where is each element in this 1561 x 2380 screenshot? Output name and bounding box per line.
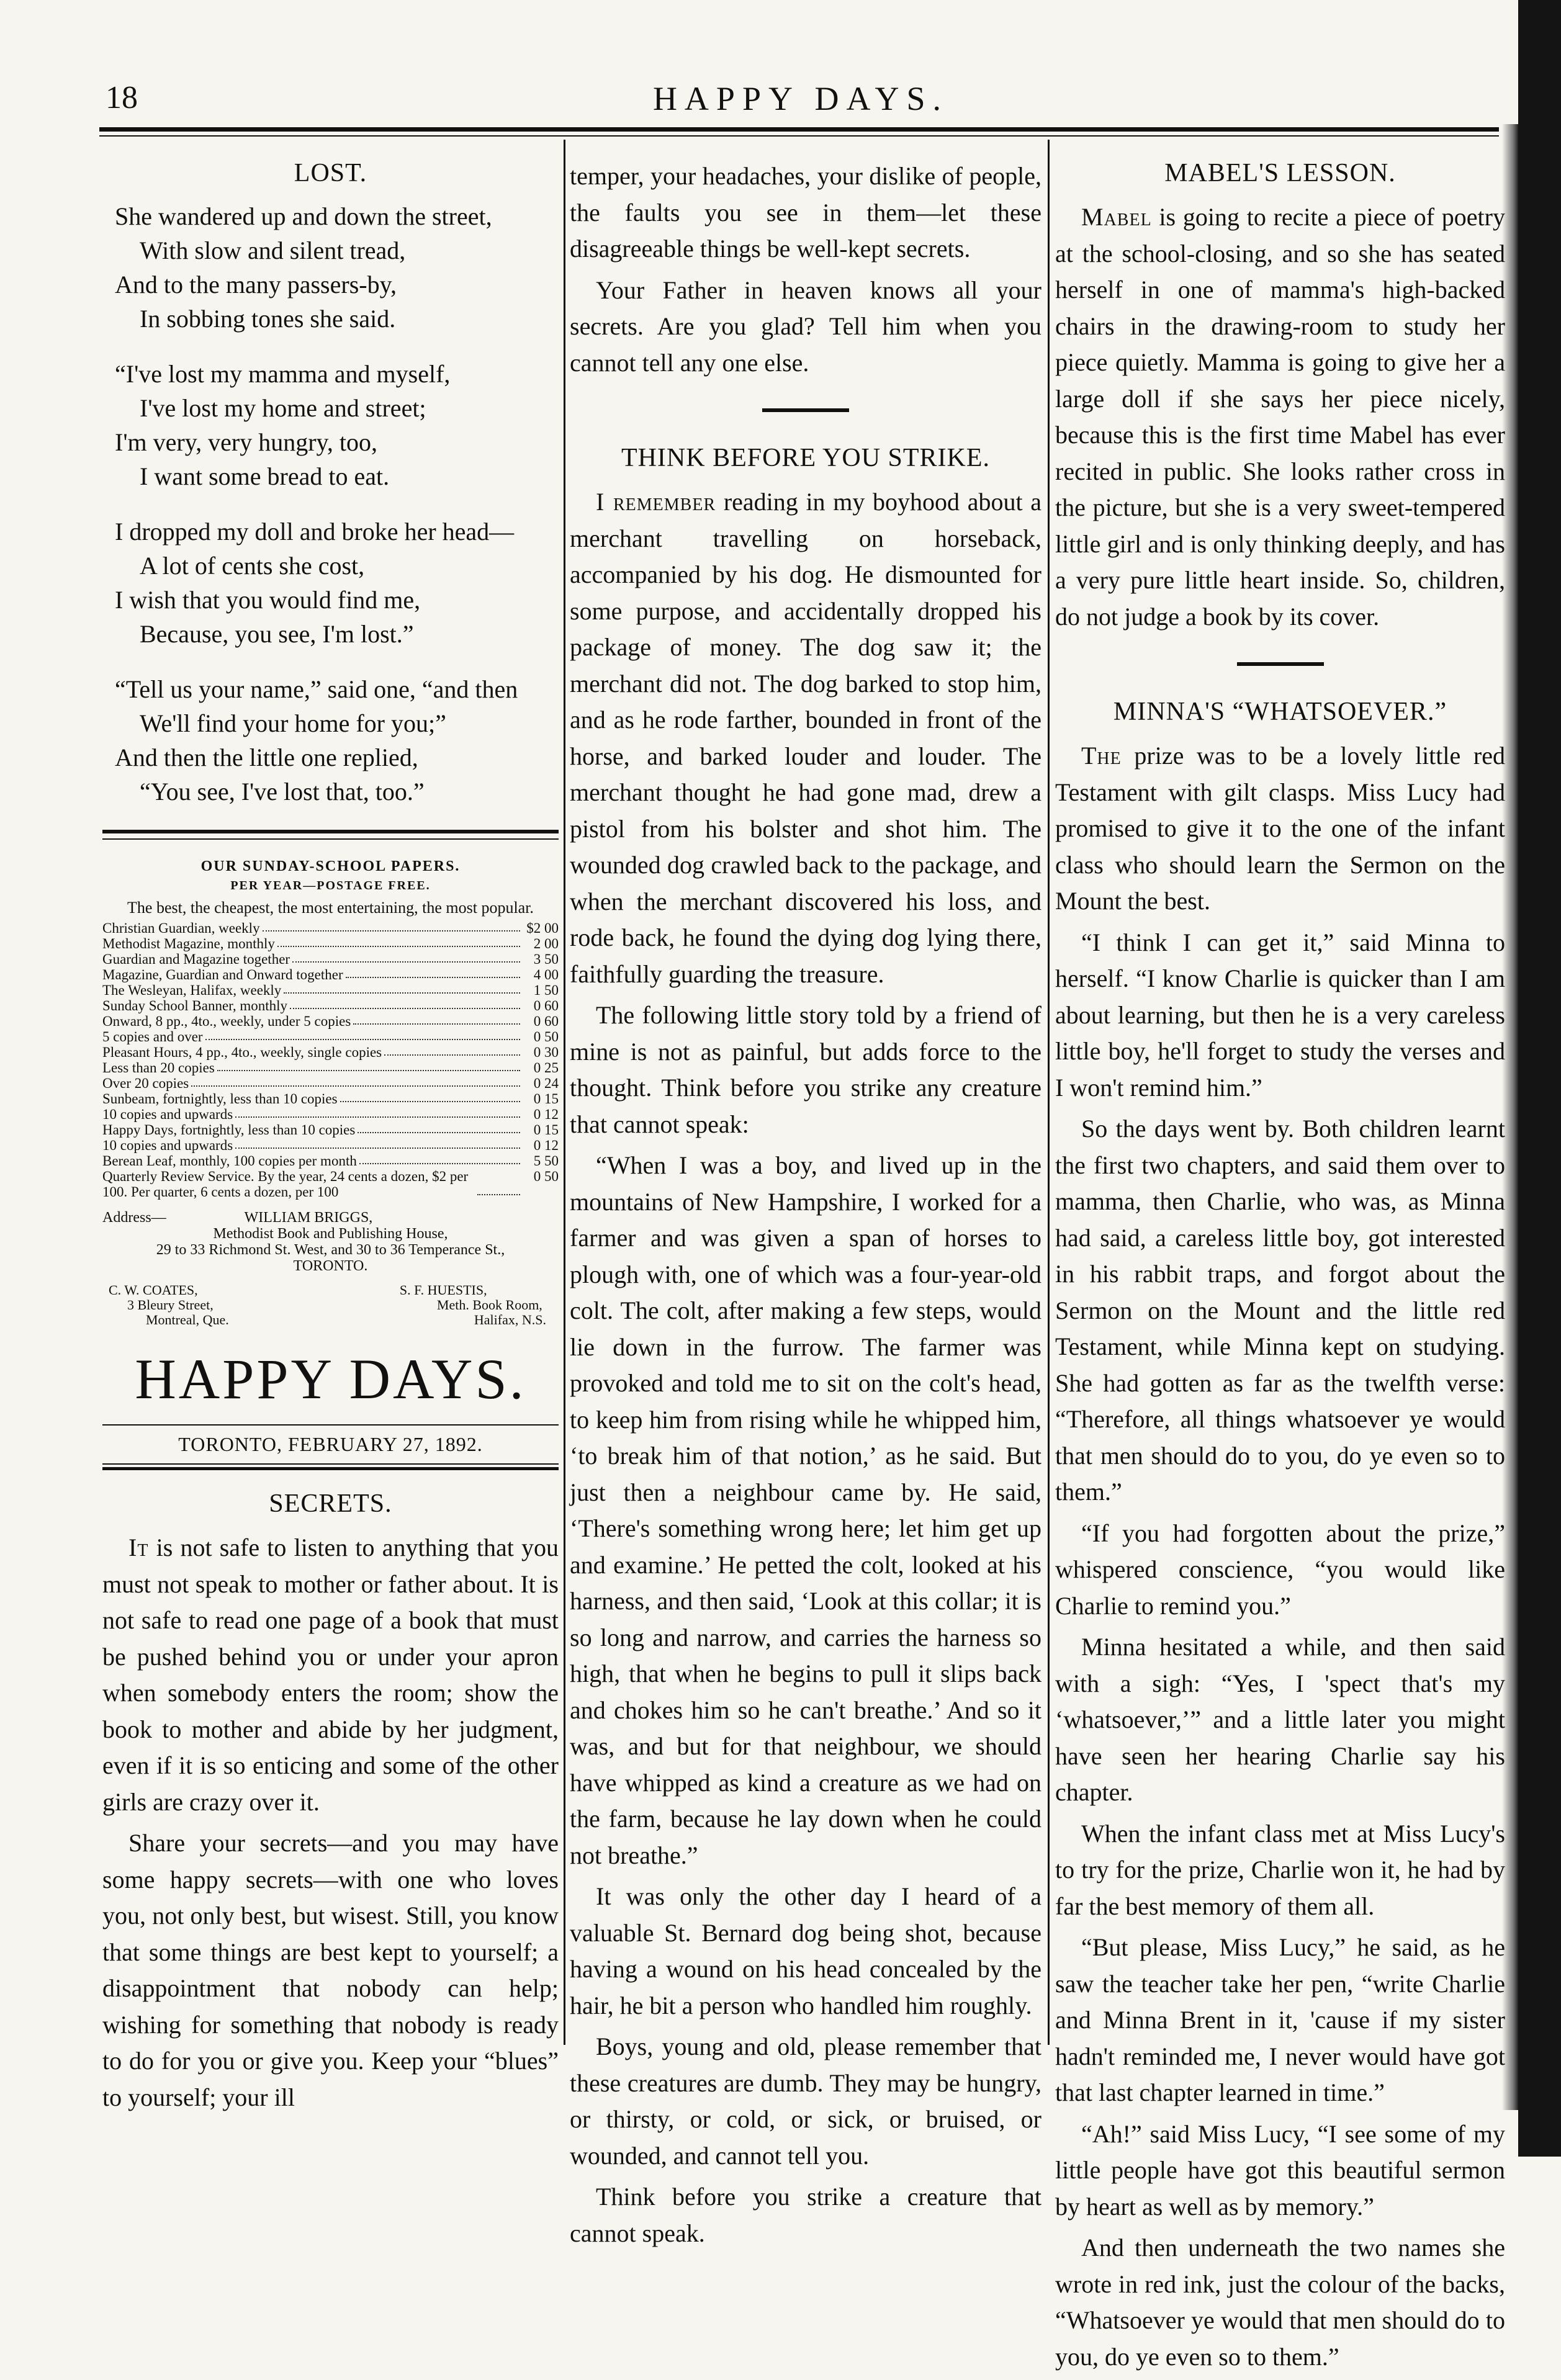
price-row [102, 1153, 559, 1169]
poem-line: And then the little one replied, [115, 743, 418, 771]
leader-dots [384, 1044, 520, 1056]
paragraph: And then underneath the two names she wrote in red ink, just the colour of the backs, “Whatsoever ye would that men should do to you, do ye even so to them.” [1055, 2234, 1505, 2371]
poem-line: “I've lost my mamma and myself, [115, 360, 451, 388]
poem-line: I've lost my home and street; [140, 394, 426, 422]
leader-dots [340, 1091, 520, 1102]
paragraph: So the days went by. Both children learnt the first two chapters, and said them over to mamma, then Charlie, who was, as Minna had said, a careless little boy, got interested in his rabbit traps, and forgot about the Sermon on the Mount and the little red Testament, while Minna kept on studying. She had gotten as far as the twelfth verse: “Therefore, all things whatsoever ye would that men should do to you, do ye even so to them.” [1055, 1115, 1505, 1506]
price-row [102, 1169, 559, 1200]
paragraph: “But please, Miss Lucy,” he said, as he saw the teacher take her pen, “write Charlie and Minna Brent in it, 'cause if my sister hadn't reminded me, I never would have got that last chapter learned in time.” [1055, 1933, 1505, 2106]
price-row [102, 1138, 559, 1153]
leader-dots [277, 936, 520, 947]
price-item-name: Happy Days, fortnightly, less than 10 copies [102, 1122, 356, 1138]
paragraph-text: is not safe to listen to anything that you must not speak to mother or father about. It is not safe to read one page of a book that must be pushed behind you or under your apron when somebody enters the room; show the book to mother and abide by her judgment, even if it is so enticing and some of the other girls are crazy over it. [102, 1534, 559, 1816]
masthead-rule [102, 1424, 559, 1426]
poem-title: LOST. [294, 159, 367, 187]
price-item-name: Berean Leaf, monthly, 100 copies per month [102, 1153, 357, 1169]
price-row [102, 1029, 559, 1044]
price-value: 0 50 [533, 1029, 559, 1044]
drop-lead: Mabel [1081, 203, 1152, 231]
price-value: 2 00 [533, 936, 559, 951]
paragraph [570, 484, 1041, 992]
price-item-name: Onward, 8 pp., 4to., weekly, under 5 copies [102, 1013, 351, 1029]
paragraph-text: reading in my boyhood about a merchant travelling on horseback, accompanied by his dog. He dismounted for some purpose, and accidentally dropped his package of money. The dog saw it; the merchant did not. The dog barked to stop him, and as he rode farther, bounded in front of the horse, and barked louder and louder. The merchant thought he had gone mad, drew a pistol from his bolster and shot him. The wounded dog crawled back to the package, and when the merchant discovered his loss, and rode back, he found the dying dog lying there, faithfully guarding the treasure. [570, 488, 1042, 988]
price-value: 0 15 [533, 1122, 559, 1138]
publisher-street: 29 to 33 Richmond St. West, and 30 to 36 Temperance St., [156, 1242, 505, 1258]
column-divider-2 [1048, 140, 1050, 2045]
price-row [102, 1122, 559, 1138]
leader-dots [346, 967, 520, 978]
leader-dots [235, 1107, 520, 1118]
publisher-name: WILLIAM BRIGGS, [244, 1210, 373, 1226]
poem-line: Because, you see, I'm lost.” [140, 620, 414, 648]
price-item-name: Pleasant Hours, 4 pp., 4to., weekly, single copies [102, 1044, 382, 1060]
article-title-secrets: SECRETS. [269, 1489, 392, 1518]
leader-dots [217, 1060, 520, 1071]
price-row [102, 1107, 559, 1122]
price-value: $2 00 [526, 920, 559, 936]
price-item-name: Guardian and Magazine together [102, 951, 290, 967]
paragraph [1055, 199, 1505, 635]
poem-line: In sobbing tones she said. [140, 305, 396, 333]
page-number: 18 [106, 80, 138, 115]
section-dash [1237, 662, 1324, 666]
price-item-name: 10 copies and upwards [102, 1138, 233, 1153]
price-row [102, 1013, 559, 1029]
price-value: 1 50 [533, 982, 559, 998]
price-row [102, 998, 559, 1013]
article-title-minna: MINNA'S “WHATSOEVER.” [1113, 698, 1447, 726]
price-row [102, 951, 559, 967]
price-row [102, 1060, 559, 1075]
article-title-mabel: MABEL'S LESSON. [1164, 159, 1396, 187]
price-value: 0 12 [533, 1138, 559, 1153]
price-value: 3 50 [533, 951, 559, 967]
price-item-name: Magazine, Guardian and Onward together [102, 967, 343, 982]
poem-stanza [102, 357, 559, 493]
poem-line: “Tell us your name,” said one, “and then [115, 675, 518, 703]
price-value: 0 25 [533, 1060, 559, 1075]
poem-stanza [102, 199, 559, 336]
column-2 [570, 158, 1041, 2257]
price-row [102, 967, 559, 982]
paragraph-text: is going to recite a piece of poetry at the school-closing, and so she has seated herself in one of mamma's high-backed chairs in the drawing-room to study her piece quietly. Mamma is going to give her a large doll if she says her piece nicely, because this is the first time Mabel has ever recited in public. She looks rather cross in the picture, but she is a very sweet-tempered little girl and is only thinking deeply, and has a very pure little heart inside. So, children, do not judge a book by its cover. [1055, 203, 1505, 631]
leader-dots [358, 1122, 520, 1133]
agent-line: Montreal, Que. [146, 1312, 229, 1327]
price-value: 5 50 [533, 1153, 559, 1169]
poem-line: I dropped my doll and broke her head— [115, 518, 515, 546]
paragraph: “Ah!” said Miss Lucy, “I see some of my little people have got this beautiful sermon by heart as well as by memory.” [1055, 2119, 1505, 2221]
paragraph: “I think I can get it,” said Minna to herself. “I know Charlie is quicker than I am about learning, but then he is a very careless little boy, he'll forget to study the verses and I won't remind him.” [1055, 928, 1505, 1102]
price-item-name: Sunbeam, fortnightly, less than 10 copies [102, 1091, 338, 1107]
price-value: 0 50 [533, 1169, 559, 1184]
paragraph: Boys, young and old, please remember that these creatures are dumb. They may be hungry, or thirsty, or cold, or sick, or bruised, or wounded, and cannot tell you. [570, 2032, 1041, 2170]
poem-line: “You see, I've lost that, too.” [140, 778, 425, 806]
price-row [102, 1075, 559, 1091]
price-item-name: 5 copies and over [102, 1029, 203, 1044]
drop-lead: The [1081, 742, 1122, 770]
section-rule [102, 830, 559, 833]
poem-line: A lot of cents she cost, [140, 552, 365, 580]
poem-lost [102, 199, 559, 809]
paragraph [1055, 738, 1505, 920]
poem-stanza [102, 672, 559, 809]
price-row [102, 1091, 559, 1107]
poem-line: She wandered up and down the street, [115, 202, 492, 230]
paragraph: “If you had forgotten about the prize,” whispered conscience, “you would like Charlie to remind you.” [1055, 1519, 1505, 1620]
header-rule-thin [99, 135, 1499, 137]
price-item-name: Quarterly Review Service. By the year, 24 cents a dozen, $2 per 100. Per quarter, 6 cents a dozen, per 100 [102, 1169, 469, 1200]
poem-line: I wish that you would find me, [115, 586, 421, 614]
price-item-name: Methodist Magazine, monthly [102, 936, 275, 951]
column-divider-1 [564, 140, 565, 2045]
masthead-title: HAPPY DAYS. [135, 1347, 526, 1411]
agent-halifax [400, 1283, 546, 1327]
dateline-rule [102, 1463, 559, 1465]
column-1 [102, 158, 559, 2121]
price-row [102, 920, 559, 936]
leader-dots [359, 1153, 520, 1164]
leader-dots [263, 920, 520, 932]
leader-dots [235, 1138, 520, 1149]
paragraph: When the infant class met at Miss Lucy's to try for the prize, Charlie won it, he had by far the best memory of them all. [1055, 1819, 1505, 1920]
column-3 [1055, 158, 1505, 2380]
ad-subheading: PER YEAR—POSTAGE FREE. [230, 879, 431, 892]
price-value: 0 15 [533, 1091, 559, 1107]
leader-dots [353, 1013, 520, 1025]
agent-line: Meth. Book Room, [436, 1297, 542, 1313]
section-dash [762, 408, 849, 412]
address-label: Address— [102, 1210, 166, 1226]
paragraph: temper, your headaches, your dislike of people, the faults you see in them—let these disagreeable things be well-kept secrets. [570, 162, 1041, 263]
header-rule [99, 127, 1499, 132]
paragraph: The following little story told by a friend of mine is not as painful, but adds force to the thought. Think before you strike any creature that cannot speak: [570, 1001, 1041, 1138]
price-value: 0 30 [533, 1044, 559, 1060]
price-item-name: 10 copies and upwards [102, 1107, 233, 1122]
price-value: 0 60 [533, 1013, 559, 1029]
paragraph [102, 1530, 559, 1820]
price-value: 0 24 [533, 1075, 559, 1091]
poem-line: With slow and silent tread, [140, 236, 406, 264]
poem-line: We'll find your home for you;” [140, 709, 446, 737]
scan-edge-shadow [1518, 0, 1561, 2157]
leader-dots [191, 1075, 520, 1087]
price-value: 0 60 [533, 998, 559, 1013]
price-value: 4 00 [533, 967, 559, 982]
section-rule-thin [102, 838, 559, 840]
leader-dots [205, 1029, 520, 1040]
article-title-think: THINK BEFORE YOU STRIKE. [621, 444, 991, 472]
page-header [106, 73, 1496, 129]
agent-line: 3 Bleury Street, [127, 1297, 214, 1313]
price-row [102, 936, 559, 951]
dateline: TORONTO, FEBRUARY 27, 1892. [178, 1433, 483, 1455]
publisher-house: Methodist Book and Publishing House, [213, 1226, 448, 1242]
paragraph: Share your secrets—and you may have some happy secrets—with one who loves you, not only best, but wisest. Still, you know that some things are best kept to yourself; a disappointment that nobody can help; wishing for something that nobody is ready to do for you or give you. Keep your “blues” to yourself; your ill [102, 1829, 559, 2111]
price-row [102, 982, 559, 998]
poem-line: And to the many passers-by, [115, 271, 397, 299]
ad-heading: OUR SUNDAY-SCHOOL PAPERS. [200, 858, 461, 874]
drop-lead: I remember [596, 488, 716, 516]
leader-dots [290, 998, 520, 1009]
agent-line: Halifax, N.S. [474, 1312, 546, 1327]
agents [102, 1283, 559, 1327]
paragraph: Think before you strike a creature that cannot speak. [570, 2183, 1041, 2247]
paragraph: “When I was a boy, and lived up in the mountains of New Hampshire, I worked for a farmer and was given a span of horses to plough with, one of which was a four-year-old colt. The colt, after making a few steps, would lie down in the furrow. The farmer was provoked and told me to sit on the colt's head, to keep him from rising while he whipped him, ‘to break him of that notion,’ as he said. But just then a neighbour came by. He said, ‘There's something wrong here; let him get up and examine.’ He petted the colt, looked at his harness, and then said, ‘Look at this collar; it is so long and narrow, and carries the harness so high, that when he begins to pull it slips back and chokes him so he can't breathe.’ And so it was, and but for that neighbour, we should have whipped as kind a creature as we had on the farm, because he lay down when he could not breathe.” [570, 1151, 1041, 1869]
price-item-name: Sunday School Banner, monthly [102, 998, 288, 1013]
subscription-ad [102, 858, 559, 1327]
ad-address [102, 1210, 559, 1274]
drop-lead: It [128, 1534, 149, 1561]
ad-tagline: The best, the cheapest, the most entertaining, the most popular. [127, 899, 534, 917]
poem-line: I want some bread to eat. [140, 462, 390, 490]
agent-line: S. F. HUESTIS, [399, 1282, 487, 1298]
price-value: 0 12 [533, 1107, 559, 1122]
paragraph-text: prize was to be a lovely little red Testament with gilt clasps. Miss Lucy had promised to give it to the one of the infant class who should learn the Sermon on the Mount the best. [1055, 742, 1505, 915]
price-item-name: Christian Guardian, weekly [102, 920, 260, 936]
leader-dots [284, 982, 520, 994]
price-item-name: The Wesleyan, Halifax, weekly [102, 982, 282, 998]
paragraph: Your Father in heaven knows all your secrets. Are you glad? Tell him when you cannot tell any one else. [570, 276, 1041, 377]
agent-montreal [109, 1283, 229, 1327]
price-list [102, 920, 559, 1200]
price-item-name: Less than 20 copies [102, 1060, 215, 1075]
publisher-city: TORONTO. [293, 1258, 368, 1274]
paragraph: It was only the other day I heard of a valuable St. Bernard dog being shot, because having a wound on his head concealed by the hair, he bit a person who handled him roughly. [570, 1882, 1041, 2019]
paragraph: Minna hesitated a while, and then said with a sigh: “Yes, I 'spect that's my ‘whatsoever,’” and a little later you might have seen her hearing Charlie say his chapter. [1055, 1633, 1505, 1806]
price-row [102, 1044, 559, 1060]
poem-stanza [102, 514, 559, 651]
agent-line: C. W. COATES, [109, 1282, 198, 1298]
price-item-name: Over 20 copies [102, 1075, 189, 1091]
dateline-rule-thick [102, 1467, 559, 1470]
running-title: HAPPY DAYS. [652, 80, 949, 117]
leader-dots [477, 1169, 520, 1195]
poem-line: I'm very, very hungry, too, [115, 428, 378, 456]
leader-dots [292, 951, 520, 963]
